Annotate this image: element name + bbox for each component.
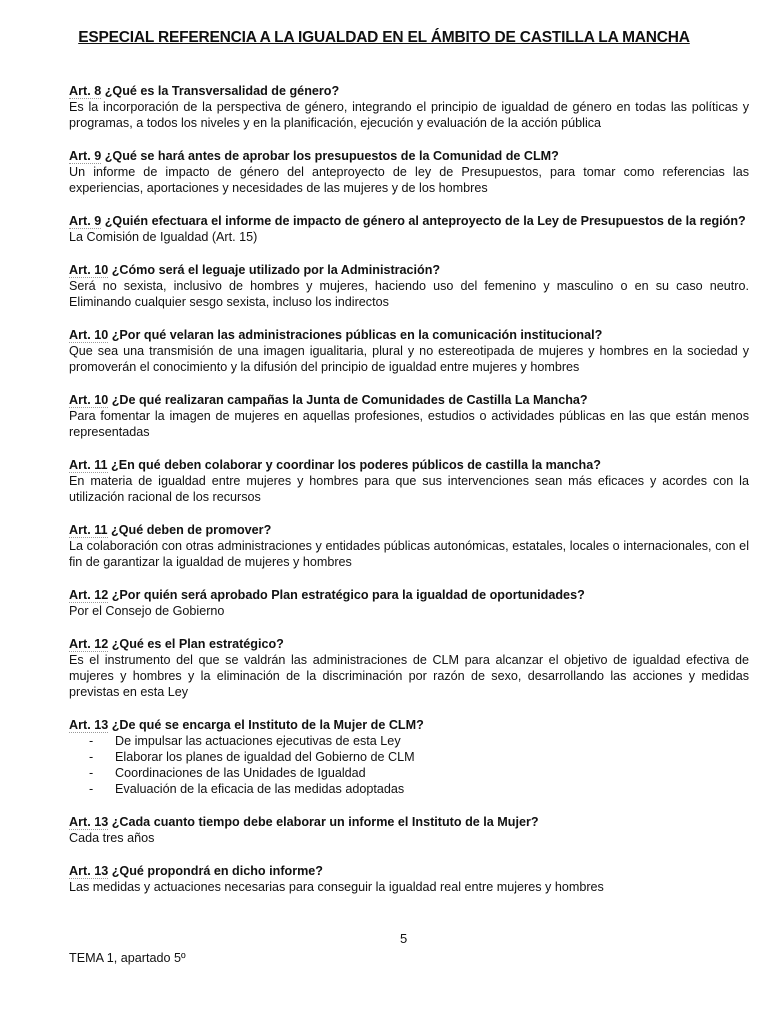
qa-item xyxy=(69,457,749,505)
answer: En materia de igualdad entre mujeres y hombres para que sus intervenciones sean más eficaces y acordes con la utilización racional de los recursos xyxy=(69,474,749,504)
article-ref: Art. 8 xyxy=(69,84,102,98)
qa-item xyxy=(69,392,749,440)
question xyxy=(69,392,749,408)
question xyxy=(69,148,749,164)
answer: La colaboración con otras administraciones y entidades públicas autonómicas, estatales, locales o internacionales, con el fin de garantizar la igualdad de mujeres y hombres xyxy=(69,539,749,569)
answer: Cada tres años xyxy=(69,831,155,845)
question-text: ¿De qué se encarga el Instituto de la Mujer de CLM? xyxy=(108,718,424,732)
qa-item xyxy=(69,814,749,846)
question-text: ¿Cada cuanto tiempo debe elaborar un informe el Instituto de la Mujer? xyxy=(108,815,539,829)
question-text: ¿Qué es el Plan estratégico? xyxy=(108,637,284,651)
question xyxy=(69,83,749,99)
qa-item xyxy=(69,717,749,797)
answer: Será no sexista, inclusivo de hombres y mujeres, haciendo uso del femenino y masculino o en su caso neutro. Eliminando cualquier sesgo sexista, incluso los indirectos xyxy=(69,279,749,309)
qa-item xyxy=(69,262,749,310)
answer: Un informe de impacto de género del anteproyecto de ley de Presupuestos, para tomar como referencias las experiencias, aportaciones y necesidades de las mujeres y de los hombres xyxy=(69,165,749,195)
bullet-item: - Evaluación de la eficacia de las medidas adoptadas xyxy=(89,781,749,797)
answer: Es el instrumento del que se valdrán las administraciones de CLM para alcanzar el objetivo de igualdad efectiva de mujeres y hombres y la eliminación de la discriminación por razón de sexo, desarrollando las acciones y medidas previstas en esta Ley xyxy=(69,653,749,699)
question xyxy=(69,327,749,343)
qa-item xyxy=(69,83,749,131)
question-text: ¿Qué propondrá en dicho informe? xyxy=(108,864,323,878)
qa-item xyxy=(69,522,749,570)
question-text: ¿Por quién será aprobado Plan estratégico para la igualdad de oportunidades? xyxy=(108,588,585,602)
question xyxy=(69,457,749,473)
answer: Para fomentar la imagen de mujeres en aquellas profesiones, estudios o actividades públicas en las que están menos representadas xyxy=(69,409,749,439)
article-ref: Art. 10 xyxy=(69,328,109,342)
question-text: ¿De qué realizaran campañas la Junta de Comunidades de Castilla La Mancha? xyxy=(108,393,588,407)
article-ref: Art. 11 xyxy=(69,523,108,537)
question-text: ¿Qué se hará antes de aprobar los presupuestos de la Comunidad de CLM? xyxy=(101,149,559,163)
answer: Por el Consejo de Gobierno xyxy=(69,604,225,618)
footer-text: TEMA 1, apartado 5º xyxy=(69,951,186,965)
qa-item xyxy=(69,636,749,700)
question-text: ¿En qué deben colaborar y coordinar los poderes públicos de castilla la mancha? xyxy=(107,458,601,472)
question-text: ¿Qué deben de promover? xyxy=(107,523,272,537)
article-ref: Art. 13 xyxy=(69,815,109,829)
article-ref: Art. 10 xyxy=(69,393,109,407)
answer: Las medidas y actuaciones necesarias para conseguir la igualdad real entre mujeres y hombres xyxy=(69,880,604,894)
question xyxy=(69,262,749,278)
article-ref: Art. 12 xyxy=(69,588,109,602)
qa-item xyxy=(69,148,749,196)
answer: Es la incorporación de la perspectiva de género, integrando el principio de igualdad de género en todas las políticas y programas, a todos los niveles y en la planificación, ejecución y evaluación de la acción pública xyxy=(69,100,749,130)
qa-item xyxy=(69,327,749,375)
article-ref: Art. 9 xyxy=(69,214,102,228)
answer: La Comisión de Igualdad (Art. 15) xyxy=(69,230,258,244)
qa-list xyxy=(69,83,749,912)
qa-item xyxy=(69,863,749,895)
bullet-item: - Coordinaciones de las Unidades de Igualdad xyxy=(89,765,749,781)
page-number: 5 xyxy=(400,931,408,946)
answer: Que sea una transmisión de una imagen igualitaria, plural y no estereotipada de mujeres y hombres en la sociedad y promoverán el conocimiento y la difusión del principio de igualdad entre mujeres y hombres xyxy=(69,344,749,374)
bullet-item: - De impulsar las actuaciones ejecutivas de esta Ley xyxy=(89,733,749,749)
article-ref: Art. 13 xyxy=(69,718,109,732)
question xyxy=(69,213,749,229)
question xyxy=(69,814,749,830)
bullet-item: - Elaborar los planes de igualdad del Gobierno de CLM xyxy=(89,749,749,765)
question xyxy=(69,522,749,538)
question-text: ¿Qué es la Transversalidad de género? xyxy=(101,84,340,98)
article-ref: Art. 11 xyxy=(69,458,108,472)
question-text: ¿Quién efectuara el informe de impacto de género al anteproyecto de la Ley de Presupuestos de la región? xyxy=(101,214,746,228)
question xyxy=(69,636,749,652)
question xyxy=(69,863,749,879)
article-ref: Art. 10 xyxy=(69,263,109,277)
article-ref: Art. 9 xyxy=(69,149,102,163)
article-ref: Art. 12 xyxy=(69,637,109,651)
question-text: ¿Cómo será el leguaje utilizado por la Administración? xyxy=(108,263,441,277)
qa-item xyxy=(69,587,749,619)
question-text: ¿Por qué velaran las administraciones públicas en la comunicación institucional? xyxy=(108,328,603,342)
question xyxy=(69,717,749,733)
qa-item xyxy=(69,213,749,245)
page-title: ESPECIAL REFERENCIA A LA IGUALDAD EN EL ÁMBITO DE CASTILLA LA MANCHA xyxy=(78,29,690,46)
question xyxy=(69,587,749,603)
article-ref: Art. 13 xyxy=(69,864,109,878)
bullet-list xyxy=(69,733,749,797)
